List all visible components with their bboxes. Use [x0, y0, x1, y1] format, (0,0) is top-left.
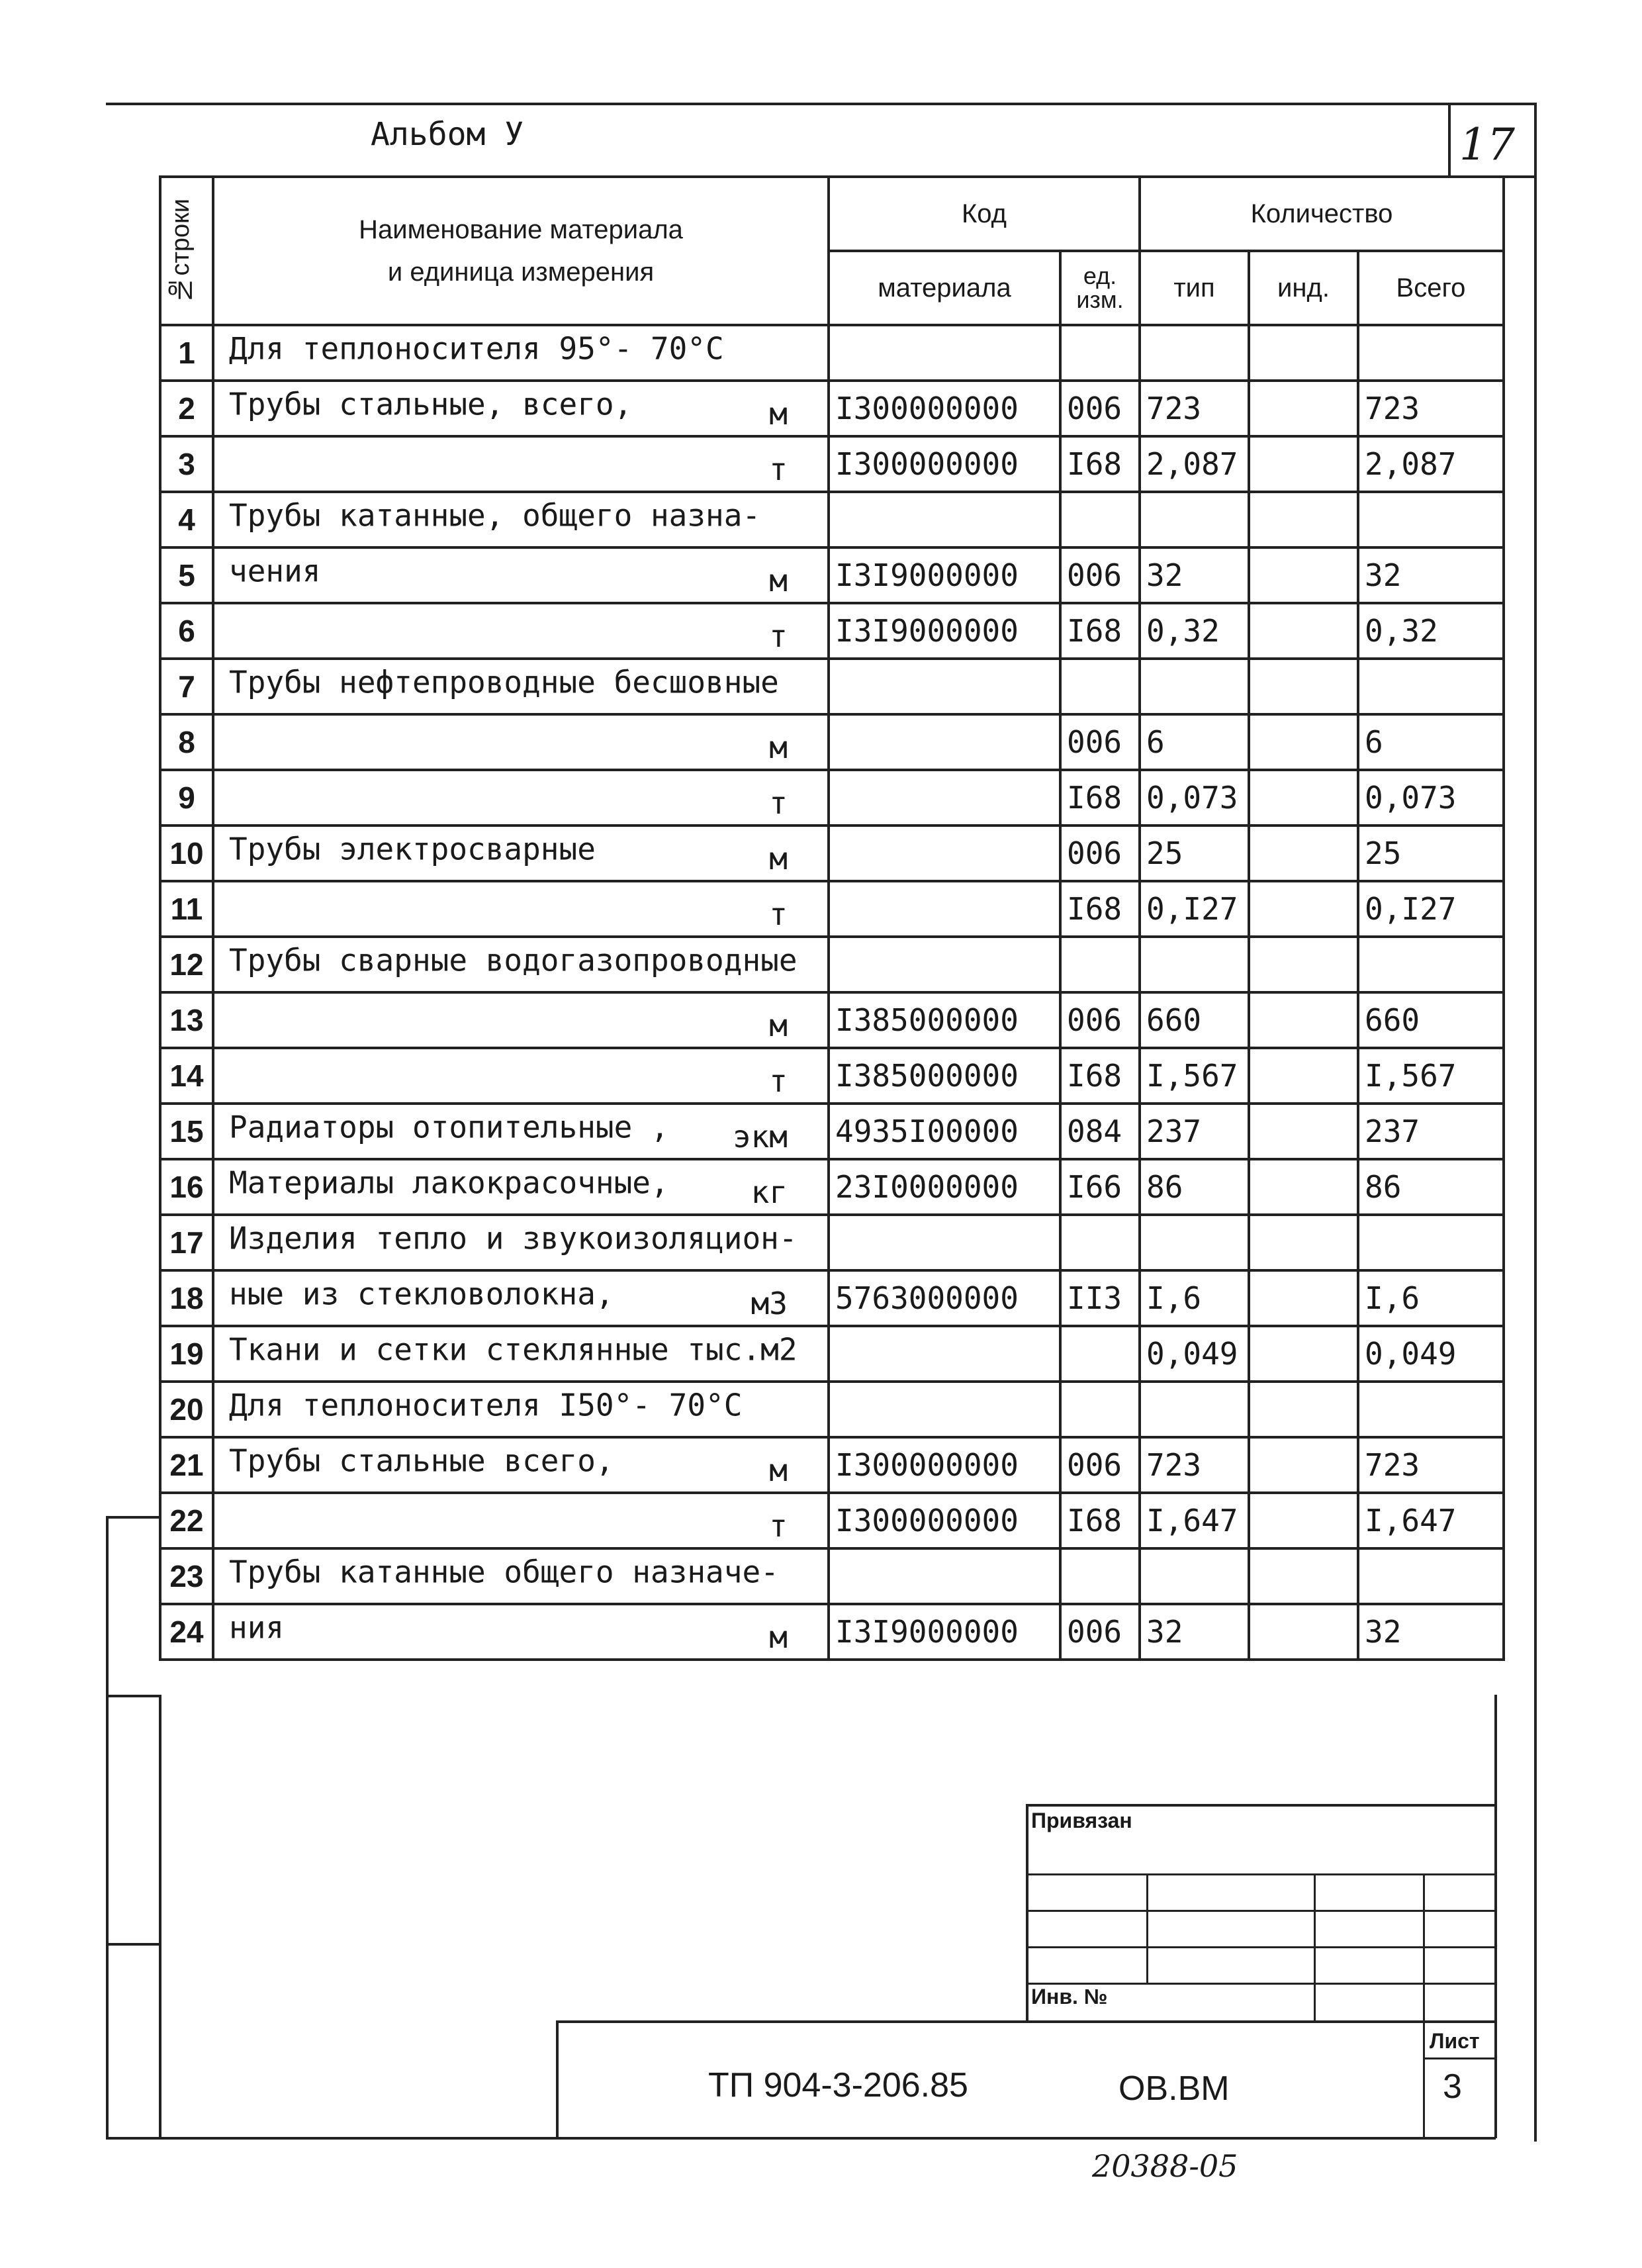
material-code — [829, 325, 1060, 381]
qty-ind — [1249, 1326, 1358, 1382]
material-unit: кг — [751, 1174, 788, 1211]
material-name-text: Трубы катанные общего назначе- — [229, 1554, 779, 1590]
unit-code: 084 — [1060, 1104, 1140, 1159]
material-name-text: Для теплоносителя 95°- 70°С — [229, 330, 724, 367]
material-name — [213, 992, 829, 1048]
qty-type: I,567 — [1140, 1048, 1249, 1104]
material-code: I300000000 — [829, 1437, 1060, 1493]
row-number: 4 — [160, 492, 213, 547]
qty-total: 6 — [1358, 714, 1504, 770]
material-name — [213, 381, 829, 436]
qty-total — [1358, 1548, 1504, 1604]
qty-total: 2,087 — [1358, 436, 1504, 492]
unit-code: 006 — [1060, 381, 1140, 436]
qty-type: 0,049 — [1140, 1326, 1249, 1382]
material-code: I300000000 — [829, 436, 1060, 492]
material-name — [213, 1215, 829, 1270]
material-code: I3I9000000 — [829, 603, 1060, 659]
material-unit: м — [769, 1452, 788, 1489]
qty-total: 0,073 — [1358, 770, 1504, 826]
material-code — [829, 714, 1060, 770]
material-name — [213, 659, 829, 714]
unit-code: I68 — [1060, 436, 1140, 492]
qty-type — [1140, 1382, 1249, 1437]
row-number: 7 — [160, 659, 213, 714]
stamp-inv-label: Инв. № — [1031, 1985, 1108, 2008]
material-unit: т — [769, 451, 788, 488]
unit-code: 006 — [1060, 826, 1140, 881]
sheet-label: Лист — [1430, 2029, 1480, 2053]
qty-ind — [1249, 381, 1358, 436]
qty-ind — [1249, 937, 1358, 992]
header-unit-code: ед. изм. — [1060, 251, 1140, 325]
material-name — [213, 1437, 829, 1493]
unit-code: 006 — [1060, 714, 1140, 770]
qty-ind — [1249, 992, 1358, 1048]
qty-total — [1358, 325, 1504, 381]
qty-total: 25 — [1358, 826, 1504, 881]
qty-total — [1358, 1382, 1504, 1437]
material-code: I3I9000000 — [829, 1604, 1060, 1660]
stamp-line-2 — [1026, 1910, 1496, 1912]
material-code: 4935I00000 — [829, 1104, 1060, 1159]
stamp-line-3 — [1026, 1946, 1496, 1948]
table-row — [160, 714, 1504, 770]
material-code — [829, 1326, 1060, 1382]
qty-ind — [1249, 1548, 1358, 1604]
row-number: 10 — [160, 826, 213, 881]
row-number: 14 — [160, 1048, 213, 1104]
material-name-text: Трубы электросварные — [229, 831, 596, 867]
table-row — [160, 325, 1504, 381]
unit-code: I68 — [1060, 1493, 1140, 1548]
table-row — [160, 1382, 1504, 1437]
unit-code: 006 — [1060, 547, 1140, 603]
qty-ind — [1249, 1437, 1358, 1493]
qty-type — [1140, 1215, 1249, 1270]
stamp-left-line — [1026, 1804, 1028, 2022]
binding-strip-line-1 — [106, 1516, 161, 1519]
table-row — [160, 881, 1504, 937]
qty-ind — [1249, 1604, 1358, 1660]
qty-total: 723 — [1358, 381, 1504, 436]
qty-total: I,567 — [1358, 1048, 1504, 1104]
header-ind: инд. — [1249, 251, 1358, 325]
qty-ind — [1249, 492, 1358, 547]
qty-type: 25 — [1140, 826, 1249, 881]
handwritten-sheet-number: 17 — [1459, 119, 1515, 170]
material-code — [829, 770, 1060, 826]
qty-total — [1358, 492, 1504, 547]
material-name — [213, 1104, 829, 1159]
material-name-text: Изделия тепло и звукоизоляцион- — [229, 1220, 798, 1256]
table-row — [160, 492, 1504, 547]
material-code: 23I0000000 — [829, 1159, 1060, 1215]
material-name — [213, 881, 829, 937]
qty-total: 0,32 — [1358, 603, 1504, 659]
material-name — [213, 1326, 829, 1382]
unit-code: I68 — [1060, 881, 1140, 937]
unit-code — [1060, 325, 1140, 381]
material-name — [213, 325, 829, 381]
material-unit: т — [769, 1063, 788, 1100]
material-name — [213, 1159, 829, 1215]
sheet-value: 3 — [1443, 2067, 1462, 2106]
table-row — [160, 1159, 1504, 1215]
unit-code — [1060, 937, 1140, 992]
row-number: 12 — [160, 937, 213, 992]
material-name — [213, 603, 829, 659]
qty-type: 237 — [1140, 1104, 1249, 1159]
material-code: I385000000 — [829, 1048, 1060, 1104]
qty-type: 723 — [1140, 381, 1249, 436]
qty-ind — [1249, 603, 1358, 659]
qty-ind — [1249, 436, 1358, 492]
qty-total — [1358, 659, 1504, 714]
row-number: 20 — [160, 1382, 213, 1437]
material-unit: т — [769, 896, 788, 933]
qty-ind — [1249, 325, 1358, 381]
qty-type: 0,32 — [1140, 603, 1249, 659]
table-row — [160, 547, 1504, 603]
qty-ind — [1249, 547, 1358, 603]
table-row — [160, 1326, 1504, 1382]
row-number: 13 — [160, 992, 213, 1048]
unit-code — [1060, 1215, 1140, 1270]
unit-code: 006 — [1060, 1437, 1140, 1493]
material-unit: м — [769, 563, 788, 599]
header-quantity-group: Количество — [1140, 177, 1504, 251]
qty-total: I,647 — [1358, 1493, 1504, 1548]
material-unit: экм — [732, 1119, 788, 1155]
qty-ind — [1249, 1382, 1358, 1437]
material-code: 5763000000 — [829, 1270, 1060, 1326]
material-name — [213, 1548, 829, 1604]
document-code: ТП 904-3-206.85 — [708, 2066, 968, 2104]
table-row — [160, 1215, 1504, 1270]
archive-number: 20388-05 — [1092, 2148, 1238, 2184]
row-number: 17 — [160, 1215, 213, 1270]
binding-strip-line-2 — [106, 1695, 161, 1697]
material-name-text: Трубы сварные водогазопроводные — [229, 942, 798, 978]
material-name — [213, 1048, 829, 1104]
qty-type: 723 — [1140, 1437, 1249, 1493]
material-code — [829, 659, 1060, 714]
frame-left-lower — [159, 1695, 161, 2138]
qty-type — [1140, 937, 1249, 992]
material-code — [829, 1382, 1060, 1437]
stamp-line-1 — [1026, 1873, 1496, 1875]
material-name — [213, 770, 829, 826]
stamp-col-1 — [1146, 1873, 1148, 1983]
material-name-text: Трубы стальные всего, — [229, 1442, 614, 1479]
section-code: ОВ.ВМ — [1118, 2069, 1230, 2108]
materials-table — [159, 175, 1505, 1661]
row-number: 8 — [160, 714, 213, 770]
qty-type: 0,073 — [1140, 770, 1249, 826]
row-number: 11 — [160, 881, 213, 937]
qty-ind — [1249, 770, 1358, 826]
table-row — [160, 1548, 1504, 1604]
header-name: Наименование материала и единица измерения — [213, 177, 829, 325]
table-row — [160, 826, 1504, 881]
row-number: 22 — [160, 1493, 213, 1548]
qty-ind — [1249, 1493, 1358, 1548]
header-code-group: Код — [829, 177, 1140, 251]
material-code: I385000000 — [829, 992, 1060, 1048]
row-number: 3 — [160, 436, 213, 492]
unit-code: II3 — [1060, 1270, 1140, 1326]
material-name-text: Материалы лакокрасочные, — [229, 1164, 669, 1201]
row-number: 16 — [160, 1159, 213, 1215]
unit-code: 006 — [1060, 992, 1140, 1048]
qty-type: 32 — [1140, 1604, 1249, 1660]
table-row — [160, 603, 1504, 659]
right-frame-line — [1534, 103, 1537, 2142]
row-number: 5 — [160, 547, 213, 603]
material-unit: т — [769, 618, 788, 655]
material-name-text: Ткани и сетки стеклянные тыс.м2 — [229, 1331, 798, 1368]
table-row — [160, 937, 1504, 992]
qty-total: 723 — [1358, 1437, 1504, 1493]
qty-type: 2,087 — [1140, 436, 1249, 492]
table-row — [160, 1270, 1504, 1326]
unit-code: 006 — [1060, 1604, 1140, 1660]
qty-total — [1358, 937, 1504, 992]
table-row — [160, 381, 1504, 436]
qty-total: 237 — [1358, 1104, 1504, 1159]
row-number: 6 — [160, 603, 213, 659]
material-name-text: Для теплоносителя I50°- 70°С — [229, 1387, 743, 1423]
qty-ind — [1249, 1048, 1358, 1104]
sheet-corner-line — [1448, 103, 1451, 177]
material-unit: м — [769, 1619, 788, 1656]
qty-total: 0,I27 — [1358, 881, 1504, 937]
material-unit: т — [769, 785, 788, 822]
table-row — [160, 659, 1504, 714]
header-total: Всего — [1358, 251, 1504, 325]
qty-ind — [1249, 714, 1358, 770]
table-row — [160, 1048, 1504, 1104]
frame-bottom-line — [106, 2137, 1496, 2140]
qty-ind — [1249, 826, 1358, 881]
unit-code — [1060, 492, 1140, 547]
material-name — [213, 492, 829, 547]
unit-code: I68 — [1060, 603, 1140, 659]
stamp-top-line — [1026, 1804, 1496, 1807]
qty-type: 660 — [1140, 992, 1249, 1048]
row-number: 15 — [160, 1104, 213, 1159]
row-number: 18 — [160, 1270, 213, 1326]
album-title: Альбом У — [371, 116, 524, 153]
row-number: 2 — [160, 381, 213, 436]
row-number: 9 — [160, 770, 213, 826]
material-name — [213, 1493, 829, 1548]
material-unit: м3 — [751, 1286, 788, 1322]
qty-type: I,647 — [1140, 1493, 1249, 1548]
qty-total: 32 — [1358, 547, 1504, 603]
material-name — [213, 1270, 829, 1326]
qty-total: 86 — [1358, 1159, 1504, 1215]
header-type: тип — [1140, 251, 1249, 325]
title-block-top-line — [556, 2020, 1496, 2023]
qty-ind — [1249, 1104, 1358, 1159]
material-unit: т — [769, 1508, 788, 1544]
material-unit: м — [769, 1008, 788, 1044]
table-row — [160, 436, 1504, 492]
material-unit: м — [769, 730, 788, 766]
qty-type — [1140, 1548, 1249, 1604]
unit-code — [1060, 1548, 1140, 1604]
qty-ind — [1249, 881, 1358, 937]
material-code — [829, 492, 1060, 547]
stamp-col-3 — [1423, 1873, 1425, 2138]
qty-type: 6 — [1140, 714, 1249, 770]
table-row — [160, 1493, 1504, 1548]
unit-code — [1060, 1326, 1140, 1382]
sheet-label-line — [1423, 2057, 1496, 2059]
material-code — [829, 881, 1060, 937]
binding-strip-left — [106, 1516, 109, 2138]
material-name — [213, 547, 829, 603]
qty-type: I,6 — [1140, 1270, 1249, 1326]
binding-strip-line-3 — [106, 1943, 161, 1946]
table-row — [160, 1104, 1504, 1159]
table-row — [160, 1437, 1504, 1493]
row-number: 21 — [160, 1437, 213, 1493]
row-number: 1 — [160, 325, 213, 381]
material-code — [829, 1548, 1060, 1604]
material-name — [213, 826, 829, 881]
unit-code: I66 — [1060, 1159, 1140, 1215]
material-name-text: ния — [229, 1609, 285, 1646]
material-name — [213, 436, 829, 492]
material-code — [829, 937, 1060, 992]
top-frame-line — [106, 103, 1535, 105]
qty-type — [1140, 492, 1249, 547]
material-name — [213, 1604, 829, 1660]
row-number: 24 — [160, 1604, 213, 1660]
qty-ind — [1249, 659, 1358, 714]
material-code: I3I9000000 — [829, 547, 1060, 603]
qty-total: 0,049 — [1358, 1326, 1504, 1382]
material-name-text: Трубы катанные, общего назна- — [229, 497, 761, 534]
material-name-text: чения — [229, 553, 321, 589]
qty-ind — [1249, 1159, 1358, 1215]
qty-total: 32 — [1358, 1604, 1504, 1660]
row-number: 19 — [160, 1326, 213, 1382]
qty-total — [1358, 1215, 1504, 1270]
qty-ind — [1249, 1215, 1358, 1270]
material-name-text: Трубы стальные, всего, — [229, 386, 633, 422]
row-number: 23 — [160, 1548, 213, 1604]
qty-type: 32 — [1140, 547, 1249, 603]
material-code — [829, 1215, 1060, 1270]
frame-right-lower — [1494, 1695, 1497, 2138]
unit-code: I68 — [1060, 770, 1140, 826]
material-name — [213, 714, 829, 770]
material-name — [213, 937, 829, 992]
material-code — [829, 826, 1060, 881]
material-name — [213, 1382, 829, 1437]
qty-type: 0,I27 — [1140, 881, 1249, 937]
material-code: I300000000 — [829, 1493, 1060, 1548]
material-name-text: ные из стекловолокна, — [229, 1276, 614, 1312]
unit-code: I68 — [1060, 1048, 1140, 1104]
title-block-left-line — [556, 2020, 559, 2138]
unit-code — [1060, 1382, 1140, 1437]
header-row-number: №строки — [160, 177, 213, 325]
header-material-code: материала — [829, 251, 1060, 325]
stamp-tied-label: Привязан — [1031, 1809, 1132, 1832]
material-name-text: Радиаторы отопительные , — [229, 1109, 669, 1145]
table-row — [160, 1604, 1504, 1660]
qty-type — [1140, 659, 1249, 714]
qty-total: 660 — [1358, 992, 1504, 1048]
material-code: I300000000 — [829, 381, 1060, 436]
material-name-text: Трубы нефтепроводные бесшовные — [229, 664, 779, 700]
qty-ind — [1249, 1270, 1358, 1326]
stamp-col-2 — [1314, 1873, 1316, 2022]
unit-code — [1060, 659, 1140, 714]
qty-total: I,6 — [1358, 1270, 1504, 1326]
table-row — [160, 770, 1504, 826]
qty-type: 86 — [1140, 1159, 1249, 1215]
material-unit: м — [769, 396, 788, 432]
qty-type — [1140, 325, 1249, 381]
table-row — [160, 992, 1504, 1048]
material-unit: м — [769, 841, 788, 877]
